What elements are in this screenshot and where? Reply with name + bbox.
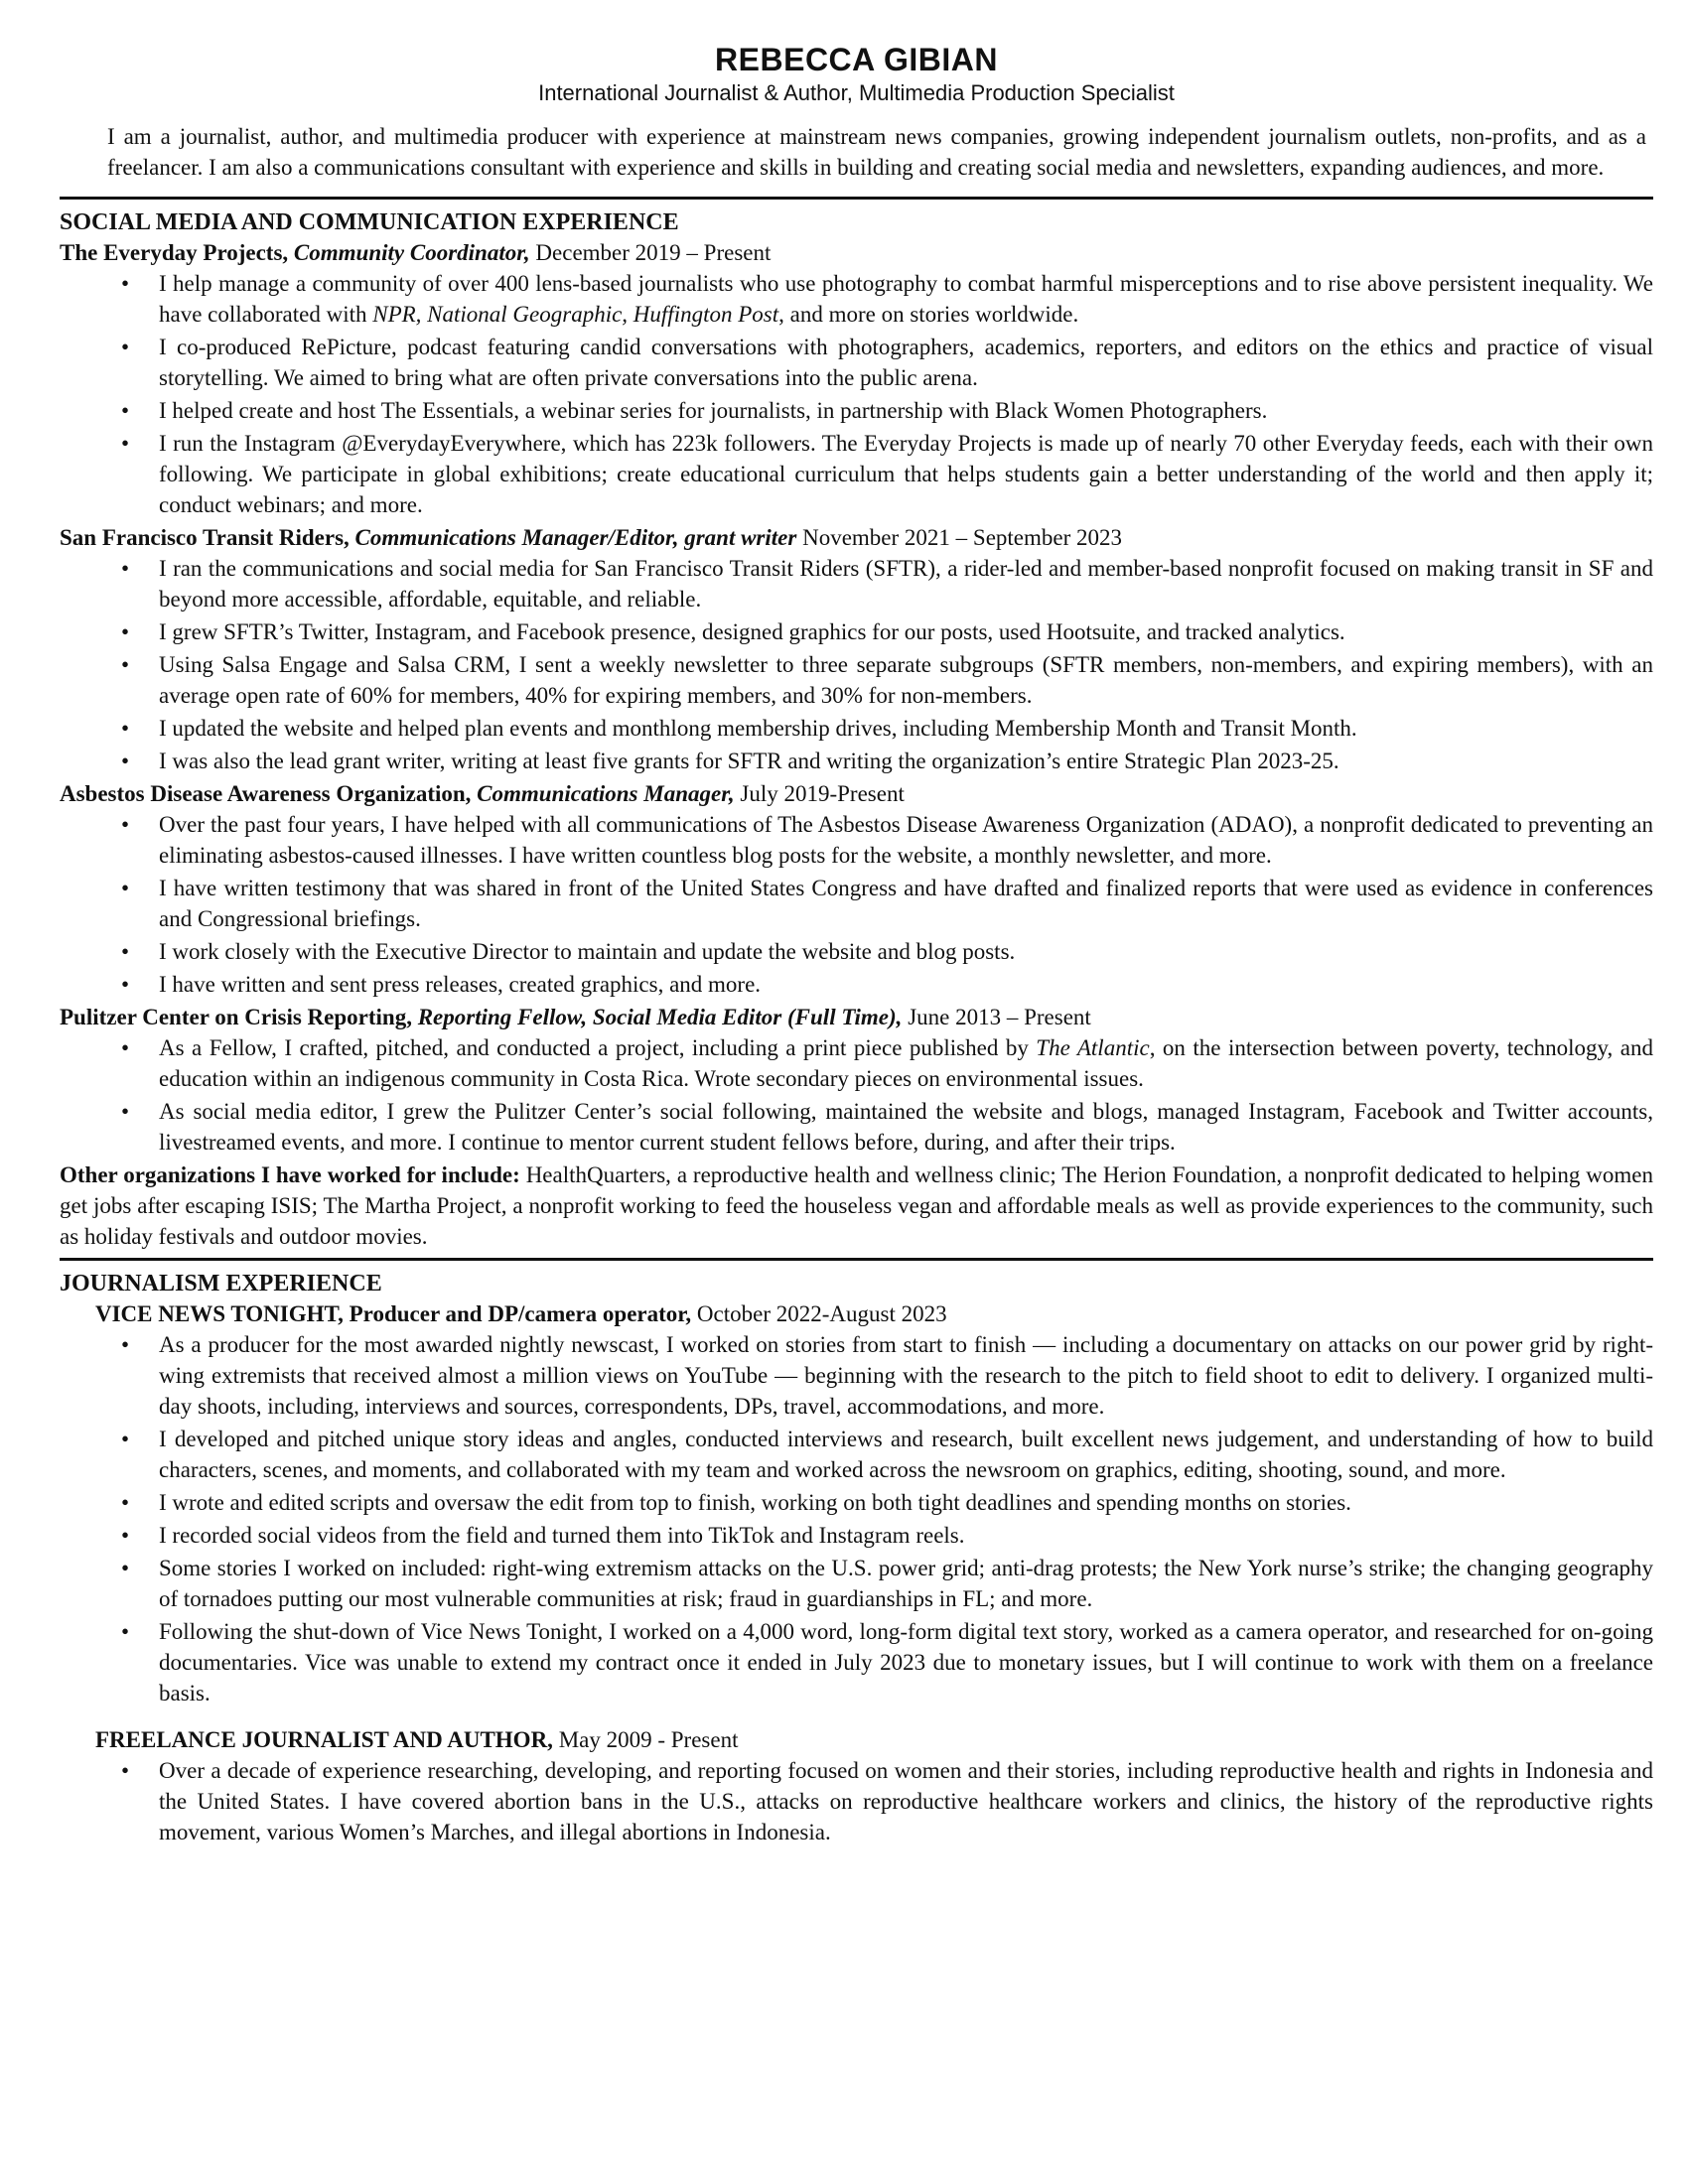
bullet-marker: • [121, 556, 130, 581]
bullet-text: I recorded social videos from the field and turned them into TikTok and Instagram reels. [159, 1523, 965, 1548]
bullet-item [60, 969, 1653, 1000]
candidate-name: REBECCA GIBIAN [715, 42, 998, 77]
section-title-journalism: JOURNALISM EXPERIENCE [60, 1271, 382, 1297]
bullet-italic: NPR, National Geographic, Huffington Post [372, 302, 779, 327]
bullet-text: I updated the website and helped plan events and monthlong membership drives, including Membership Month and Transit Month. [159, 716, 1357, 741]
bullet-item [60, 616, 1653, 647]
bullet-marker: • [121, 1758, 130, 1783]
bullet-text: I developed and pitched unique story ideas and angles, conducted interviews and research, built excellent news judgement, and understanding of how to build characters, scenes, and moments, and collaborated with my team and worked across the newsroom on graphics, editing, shooting, sound, and more. [159, 1427, 1653, 1482]
bullet-text: I work closely with the Executive Director to maintain and update the website and blog posts. [159, 939, 1016, 964]
resume-page [60, 40, 1653, 1849]
bullet-item [60, 553, 1653, 614]
bullet-marker: • [121, 716, 130, 741]
job-bullets [60, 1032, 1653, 1158]
bullet-marker: • [121, 398, 130, 423]
bullet-marker: • [121, 1332, 130, 1357]
job-org: FREELANCE JOURNALIST AND AUTHOR, [95, 1727, 553, 1752]
job-role: Reporting Fellow, Social Media Editor (Full Time), [417, 1005, 903, 1029]
bullet-text: I have written testimony that was shared in front of the United States Congress and have drafted and finalized reports that were used as evidence in conferences and Congressional briefings. [159, 876, 1653, 931]
bullet-marker: • [121, 431, 130, 456]
bullet-text: I helped create and host The Essentials, a webinar series for journalists, in partnership with Black Women Photographers. [159, 398, 1268, 423]
job-bullets [60, 809, 1653, 1000]
job-role: Communications Manager/Editor, grant writer [354, 525, 797, 550]
bullet-item [60, 1616, 1653, 1708]
bullet-text: As a Fellow, I crafted, pitched, and conducted a project, including a print piece published by [159, 1035, 1037, 1060]
job-dates: May 2009 - Present [558, 1727, 739, 1752]
job-dates: July 2019-Present [740, 781, 905, 806]
bullet-text: Some stories I worked on included: right-wing extremism attacks on the U.S. power grid; anti-drag protests; the New York nurse’s strike; the changing geography of tornadoes putting our most vulnerable communities at risk; fraud in guardianships in FL; and more. [159, 1556, 1653, 1611]
candidate-subtitle: International Journalist & Author, Multimedia Production Specialist [538, 80, 1175, 105]
job-heading [60, 237, 1653, 268]
other-organizations [60, 1160, 1653, 1252]
section-divider [60, 1258, 1653, 1261]
bullet-item [60, 809, 1653, 871]
job-bullets [60, 1755, 1653, 1847]
other-organizations-lead: Other organizations I have worked for include: [60, 1162, 520, 1187]
job-dates: November 2021 – September 2023 [802, 525, 1123, 550]
job-bullets [60, 1329, 1653, 1708]
bullet-item [60, 873, 1653, 934]
bullet-item [60, 1520, 1653, 1551]
bullet-marker: • [121, 271, 130, 296]
job-dates: June 2013 – Present [908, 1005, 1091, 1029]
bullet-text: As a producer for the most awarded nightly newscast, I worked on stories from start to finish — including a documentary on attacks on our power grid by right-wing extremists that received almost a million views on YouTube — beginning with the research to the pitch to field shoot to edit to delivery. I organized multi-day shoots, including, interviews and sources, correspondents, DPs, travel, accommodations, and more. [159, 1332, 1653, 1419]
bullet-marker: • [121, 1035, 130, 1060]
job-heading [95, 1298, 1653, 1329]
spacer [60, 1710, 1653, 1724]
bullet-marker: • [121, 939, 130, 964]
section-divider [60, 197, 1653, 200]
job-role: Community Coordinator, [293, 240, 530, 265]
job-heading [60, 778, 1653, 809]
job-dates: December 2019 – Present [535, 240, 772, 265]
job-heading [60, 522, 1653, 553]
bullet-text: I wrote and edited scripts and oversaw the edit from top to finish, working on both tight deadlines and spending months on stories. [159, 1490, 1351, 1515]
bullet-text: I was also the lead grant writer, writing at least five grants for SFTR and writing the organization’s entire Strategic Plan 2023-25. [159, 749, 1339, 773]
bullet-item [60, 268, 1653, 330]
bullet-marker: • [121, 1619, 130, 1644]
job-dates: October 2022-August 2023 [696, 1301, 947, 1326]
bullet-item [60, 649, 1653, 711]
bullet-item [60, 395, 1653, 426]
bullet-item [60, 1096, 1653, 1158]
bullet-text-end: , on the intersection between poverty, technology, and education within an indigenous community in Costa Rica. Wrote secondary pieces on environmental issues. [159, 1035, 1653, 1091]
bullet-marker: • [121, 812, 130, 837]
bullet-text: I co-produced RePicture, podcast featuring candid conversations with photographers, academics, reporters, and editors on the ethics and practice of visual storytelling. We aimed to bring what are often private conversations into the public arena. [159, 335, 1653, 390]
bullet-text: I help manage a community of over 400 lens-based journalists who use photography to combat harmful misperceptions and to rise above persistent inequality. We have collaborated with [159, 271, 1653, 327]
other-organizations-text: HealthQuarters, a reproductive health and wellness clinic; The Herion Foundation, a nonprofit dedicated to helping women get jobs after escaping ISIS; The Martha Project, a nonprofit working to feed the houseless vegan and affordable meals as well as provide experiences to the community, such as holiday festivals and outdoor movies. [60, 1162, 1653, 1249]
bullet-text: I have written and sent press releases, created graphics, and more. [159, 972, 762, 997]
bullet-item [60, 713, 1653, 744]
summary-paragraph: I am a journalist, author, and multimedia producer with experience at mainstream news companies, growing independent journalism outlets, non-profits, and as a freelancer. I am also a communications consultant with experience and skills in building and creating social media and newsletters, expanding audiences, and more. [107, 124, 1646, 180]
bullet-marker: • [121, 1427, 130, 1451]
bullet-item [60, 1755, 1653, 1847]
bullet-text: I ran the communications and social media for San Francisco Transit Riders (SFTR), a rider-led and member-based nonprofit focused on making transit in SF and beyond more accessible, affordable, equitable, and reliable. [159, 556, 1653, 612]
bullet-item [60, 1032, 1653, 1094]
bullet-item [60, 428, 1653, 520]
bullet-marker: • [121, 335, 130, 359]
bullet-item [60, 1487, 1653, 1518]
bullet-marker: • [121, 876, 130, 900]
resume-header [60, 40, 1653, 107]
bullet-marker: • [121, 749, 130, 773]
bullet-text: Over the past four years, I have helped with all communications of The Asbestos Disease Awareness Organization (ADAO), a nonprofit dedicated to preventing an eliminating asbestos-caused illnesses. I have written countless blog posts for the website, a monthly newsletter, and more. [159, 812, 1653, 868]
bullet-italic: The Atlantic [1036, 1035, 1150, 1060]
bullet-marker: • [121, 652, 130, 677]
bullet-item [60, 332, 1653, 393]
bullet-text: Using Salsa Engage and Salsa CRM, I sent a weekly newsletter to three separate subgroups (SFTR members, non-members, and expiring members), with an average open rate of 60% for members, 40% for expiring members, and 30% for non-members. [159, 652, 1653, 708]
bullet-item [60, 1424, 1653, 1485]
bullet-marker: • [121, 972, 130, 997]
bullet-item [60, 1553, 1653, 1614]
section-title-social: SOCIAL MEDIA AND COMMUNICATION EXPERIENCE [60, 209, 679, 235]
job-heading [95, 1724, 1653, 1755]
bullet-item [60, 936, 1653, 967]
job-org: Pulitzer Center on Crisis Reporting, [60, 1005, 412, 1029]
bullet-marker: • [121, 619, 130, 644]
bullet-text: Following the shut-down of Vice News Tonight, I worked on a 4,000 word, long-form digital text story, worked as a camera operator, and researched for on-going documentaries. Vice was unable to extend my contract once it ended in July 2023 due to monetary issues, but I will continue to work with them on a freelance basis. [159, 1619, 1653, 1706]
job-heading [60, 1002, 1653, 1032]
job-org: The Everyday Projects, [60, 240, 289, 265]
job-org: San Francisco Transit Riders, [60, 525, 350, 550]
bullet-text-end: , and more on stories worldwide. [778, 302, 1079, 327]
bullet-item [60, 1329, 1653, 1422]
job-bullets [60, 553, 1653, 776]
job-org: VICE NEWS TONIGHT, Producer and DP/camera operator, [95, 1301, 692, 1326]
bullet-marker: • [121, 1556, 130, 1580]
bullet-marker: • [121, 1490, 130, 1515]
bullet-marker: • [121, 1523, 130, 1548]
job-role: Communications Manager, [477, 781, 735, 806]
bullet-item [60, 746, 1653, 776]
bullet-text: I grew SFTR’s Twitter, Instagram, and Facebook presence, designed graphics for our posts, used Hootsuite, and tracked analytics. [159, 619, 1345, 644]
bullet-marker: • [121, 1099, 130, 1124]
bullet-text: As social media editor, I grew the Pulitzer Center’s social following, maintained the website and blogs, managed Instagram, Facebook and Twitter accounts, livestreamed events, and more. I continue to mentor current student fellows before, during, and after their trips. [159, 1099, 1653, 1155]
bullet-text: Over a decade of experience researching, developing, and reporting focused on women and their stories, including reproductive health and rights in Indonesia and the United States. I have covered abortion bans in the U.S., attacks on reproductive healthcare workers and clinics, the history of the reproductive rights movement, various Women’s Marches, and illegal abortions in Indonesia. [159, 1758, 1653, 1844]
job-bullets [60, 268, 1653, 520]
job-org: Asbestos Disease Awareness Organization, [60, 781, 472, 806]
bullet-text: I run the Instagram @EverydayEverywhere, which has 223k followers. The Everyday Projects is made up of nearly 70 other Everyday feeds, each with their own following. We participate in global exhibitions; create educational curriculum that helps students gain a better understanding of the world and then apply it; conduct webinars; and more. [159, 431, 1653, 517]
